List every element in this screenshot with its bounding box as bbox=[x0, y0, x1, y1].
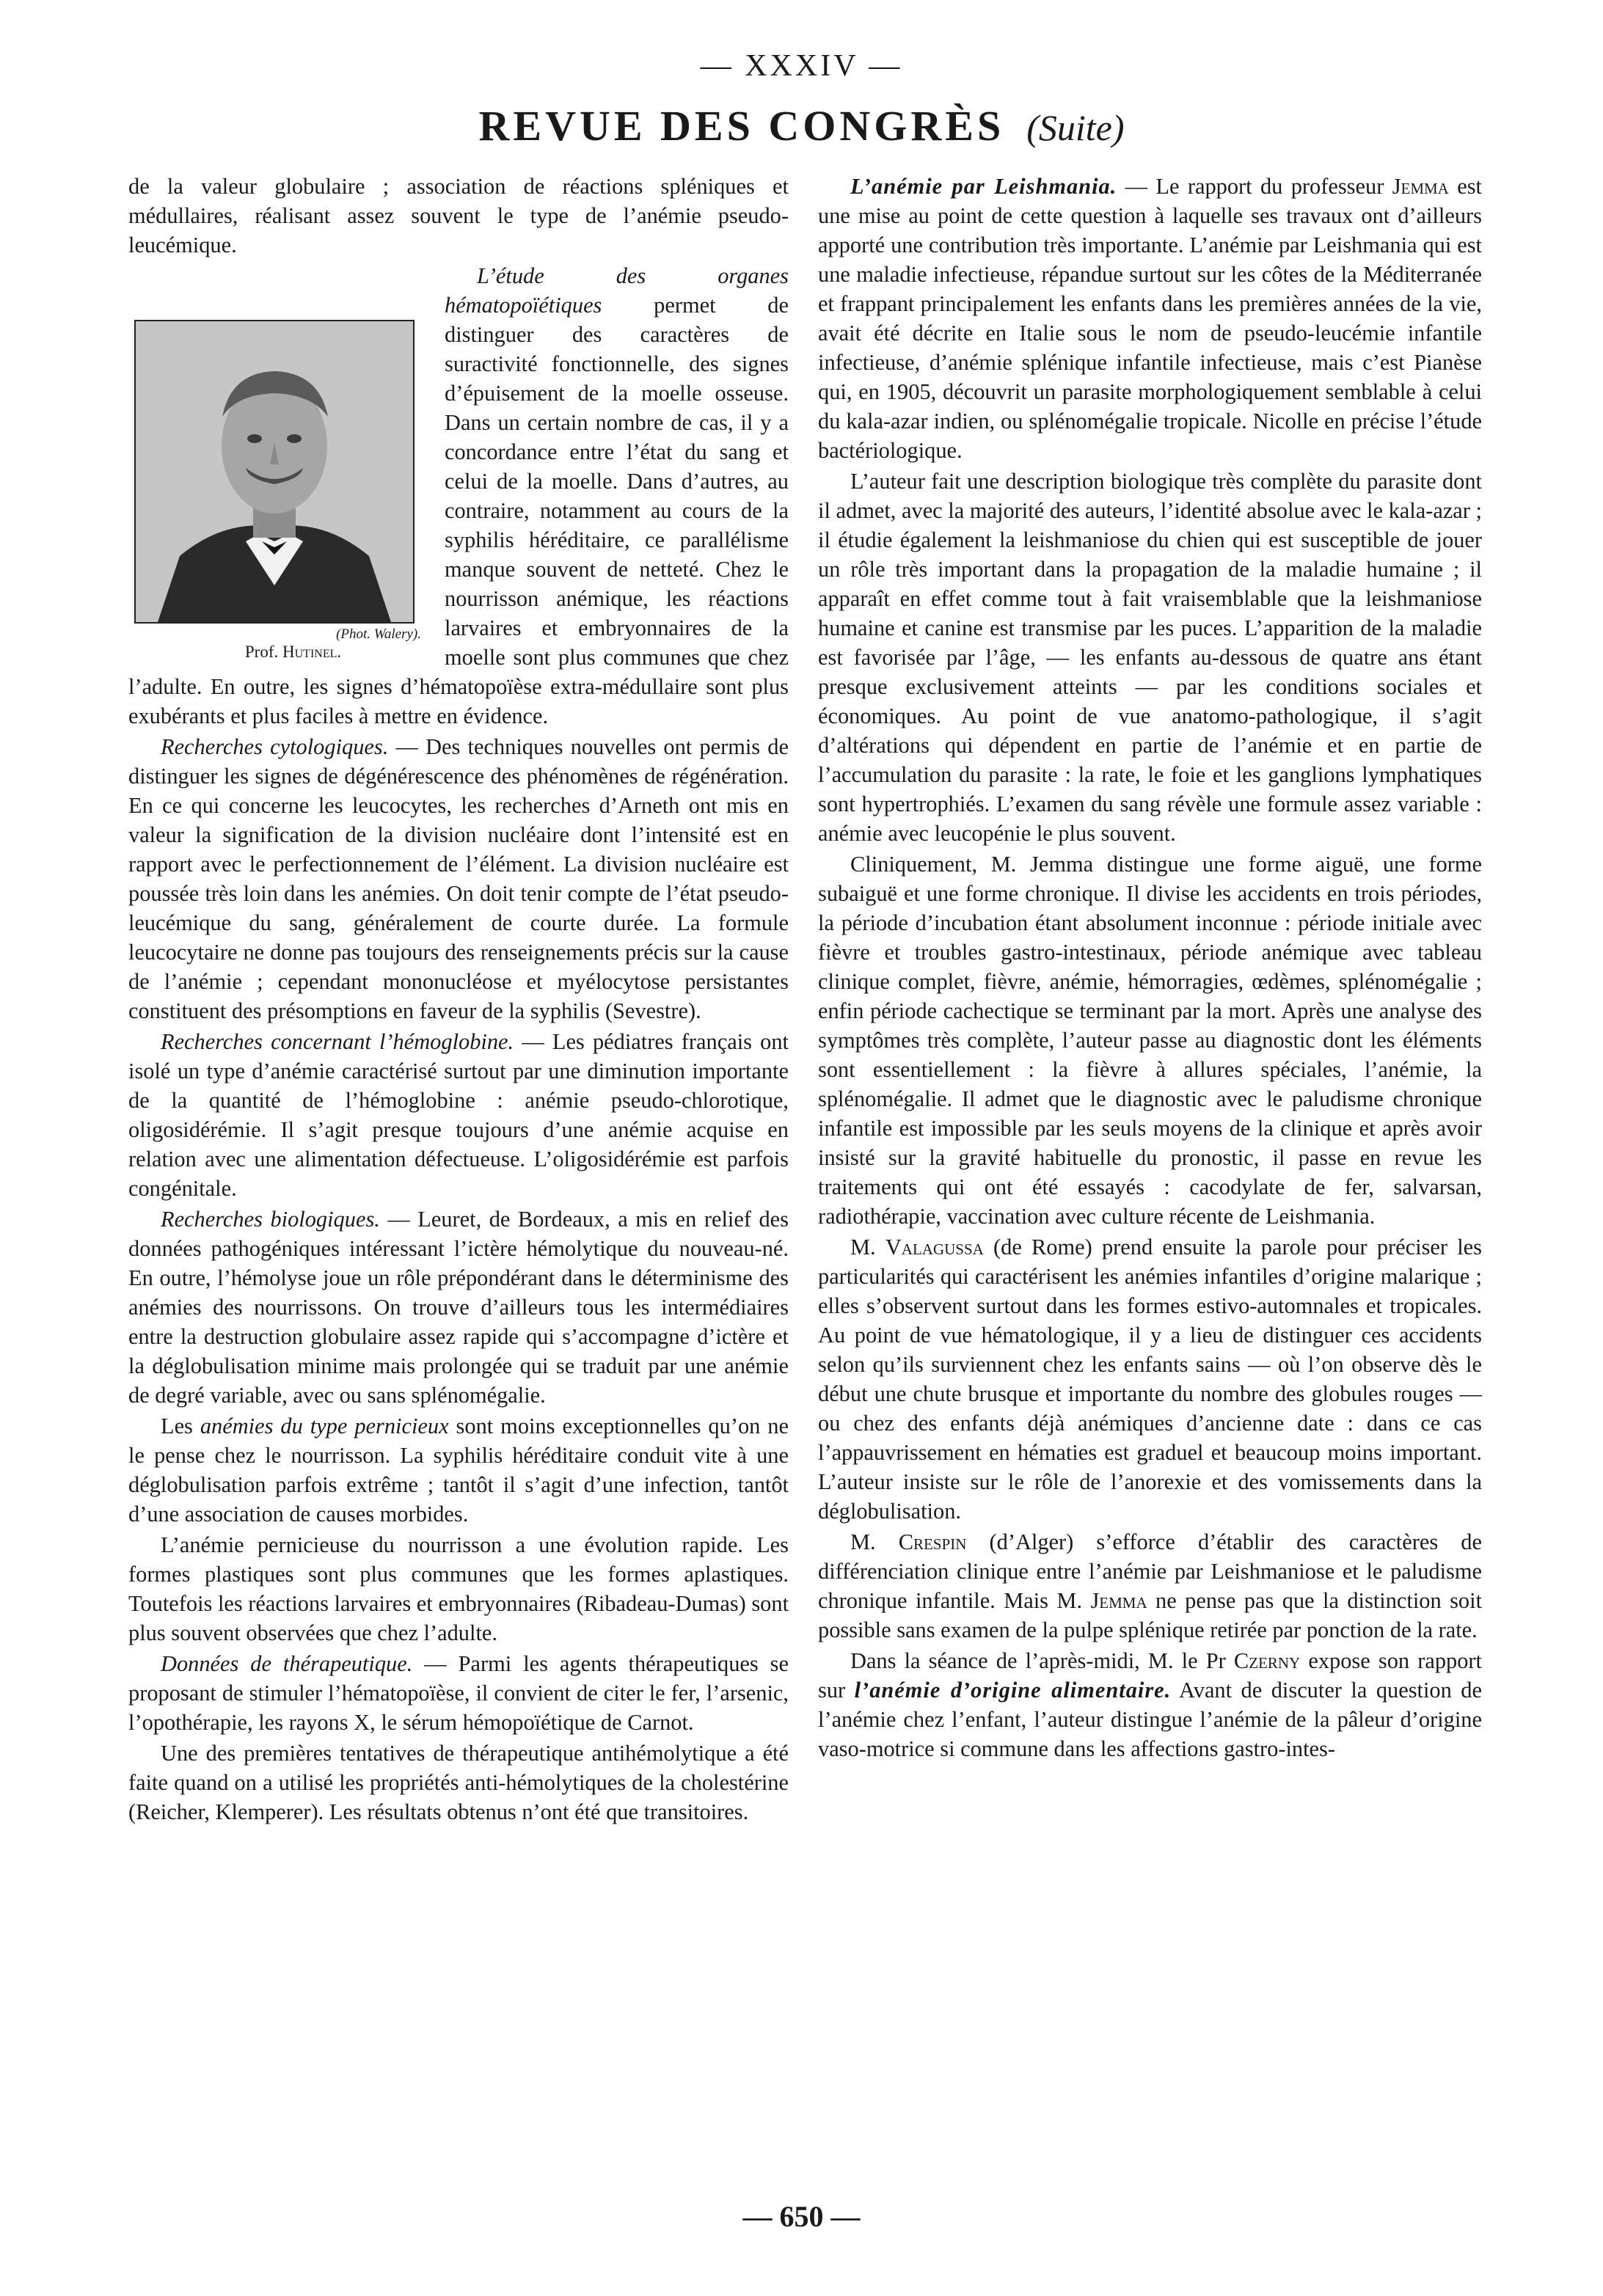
page-title bbox=[0, 101, 1603, 150]
section-heading: Recherches biologiques. bbox=[161, 1207, 380, 1232]
section-heading: anémies du type pernicieux bbox=[200, 1414, 449, 1438]
photo-credit: (Phot. Walery). bbox=[336, 626, 421, 642]
paragraph: L’auteur fait une description biologique très complète du parasite dont il admet, avec la majorité des auteurs, l’identité absolue avec le kala-azar ; il étudie également la leishmaniose du chien qui est susceptible de jouer un rôle très important dans la propagation de la maladie humaine ; il apparaît en effet comme tout à fait vraisemblable que la leishmaniose humaine et canine est transmise par les puces. L’apparition de la maladie est favorisée par l’âge, — les enfants au-dessous de quatre ans étant presque exclusivement atteints — par les conditions sociales et économiques. Au point de vue anatomo-pathologique, il s’agit d’altérations qui dépendent en partie de l’anémie et en partie de l’accumulation du parasite : la rate, le foie et les ganglions lymphatiques sont hypertrophiés. L’examen du sang révèle une formule assez variable : anémie avec leucopénie le plus souvent. bbox=[818, 469, 1482, 846]
right-column bbox=[818, 172, 1482, 1763]
paragraph: Recherches concernant l’hémoglobine. — Les pédiatres français ont isolé un type d’anémie caractérisé surtout par une diminution importante de la quantité de l’hémoglobine : anémie pseudo-chlorotique, oligosidérémie. Il s’agit presque toujours d’une anémie acquise en relation avec une alimentation défectueuse. L’oligosidérémie est parfois congénitale. bbox=[128, 1029, 789, 1201]
paragraph: Dans la séance de l’après-midi, M. le Pr Czerny expose son rapport sur l’anémie d’origine alimentaire. Avant de discuter la question de l’anémie chez l’enfant, l’auteur distingue l’anémie de la pâleur d’origine vaso-motrice si commune dans les affections gastro-intes- bbox=[818, 1648, 1482, 1761]
paragraph: M. Crespin (d’Alger) s’efforce d’établir des caractères de différenciation clinique entre l’anémie par Leishmaniose et le paludisme chronique infantile. Mais M. Jemma ne pense pas que la distinction soit possible sans examen de la pulpe splénique retirée par ponction de la rate. bbox=[818, 1529, 1483, 1642]
paragraph: Une des premières tentatives de thérapeutique antihémolytique a été faite quand on a utilisé les propriétés anti-hémolytiques de la cholestérine (Reicher, Klemperer). Les résultats obtenus n’ont été que transitoires. bbox=[128, 1741, 789, 1824]
page-number: — 650 — bbox=[742, 2200, 861, 2233]
page-number-roman: — XXXIV — bbox=[700, 49, 903, 83]
section-heading: Données de thérapeutique. bbox=[161, 1651, 413, 1676]
page-title-main: REVUE DES CONGRÈS bbox=[478, 102, 1005, 150]
section-heading: l’anémie d’origine alimentaire. bbox=[854, 1678, 1172, 1703]
paragraph: L’anémie pernicieuse du nourrisson a une évolution rapide. Les formes plastiques sont plus communes que les formes aplastiques. Toutefois les réactions larvaires et embryonnaires (Ribadeau-Dumas) sont plus souvent observées que chez l’adulte. bbox=[128, 1532, 789, 1645]
paragraph: Recherches biologiques. — Leuret, de Bordeaux, a mis en relief des données pathogéniques intéressant l’ictère hémolytique du nouveau-né. En outre, l’hémolyse joue un rôle prépondérant dans le déterminisme des anémies des nourrissons. On trouve d’ailleurs tous les intermédiaires entre la destruction globulaire assez rapide qui s’accompagne d’ictère et la déglobulisation minime mais prolongée qui se traduit par une anémie de degré variable, avec ou sans splénomégalie. bbox=[128, 1207, 789, 1408]
photo-caption: Prof. Hutinel. bbox=[244, 643, 342, 661]
section-heading: L’étude des organes hématopoïétiques bbox=[445, 263, 789, 318]
paragraph: de la valeur globulaire ; association de réactions spléniques et médullaires, réalisant assez souvent le type de l’anémie pseudo-leucémique. bbox=[128, 174, 789, 257]
portrait-photo bbox=[134, 320, 415, 624]
paragraph: Les anémies du type pernicieux sont moins exceptionnelles qu’on ne le pense chez le nourrisson. La syphilis héréditaire conduit vite à une déglobulisation parfois extrême ; tantôt il s’agit d’une infection, tantôt d’une association de causes morbides. bbox=[128, 1414, 789, 1527]
paragraph: Recherches cytologiques. — Des techniques nouvelles ont permis de distinguer les signes de dégénérescence des phénomènes de régénération. En ce qui concerne les leucocytes, les recherches d’Arneth ont mis en valeur la signification de la division nucléaire dont l’intensité est en rapport avec le perfectionnement de l’élément. La division nucléaire est poussée très loin dans les anémies. On doit tenir compte de l’état pseudo-leucémique du sang, généralement de courte durée. La formule leucocytaire ne donne pas toujours des renseignements précis sur la cause de l’anémie ; cependant mononucléose et myélocytose persistantes constituent des présomptions en faveur de la syphilis (Sevestre). bbox=[128, 734, 789, 1023]
section-heading: Recherches cytologiques. bbox=[161, 734, 389, 759]
section-heading: Recherches concernant l’hémoglobine. bbox=[161, 1029, 514, 1054]
paragraph: L’anémie par Leishmania. — Le rapport du professeur Jemma est une mise au point de cette question à laquelle ses travaux ont d’ailleurs apporté une contribution très importante. L’anémie par Leishmania qui est une maladie infectieuse, répandue surtout sur les côtes de la Méditerranée et frappant principalement les enfants dans les premières années de la vie, avait été décrite en Italie sous le nom de pseudo-leucémie infantile infectieuse, d’anémie splénique infantile infectieuse, mais c’est Pianèse qui, en 1905, découvrit un parasite morphologiquement semblable à celui du kala-azar indien, ou splénomégalie tropicale. Nicolle en précise l’étude bactériologique. bbox=[818, 174, 1482, 463]
left-column bbox=[128, 172, 789, 1827]
paragraph: Cliniquement, M. Jemma distingue une forme aiguë, une forme subaiguë et une forme chronique. Il divise les accidents en trois périodes, la période d’incubation étant absolument inconnue : période initiale avec fièvre et troubles gastro-intestinaux, période anémique avec tableau clinique complet, fièvre, anémie, hémorragies, œdèmes, splénomégalie ; enfin période cachectique se terminant par la mort. Après une analyse des symptômes très complète, l’auteur passe au diagnostic dont les éléments sont essentiellement : la fièvre à allures spéciales, l’anémie, la splénomégalie. Il admet que le diagnostic avec le paludisme chronique infantile est impossible par les seuls moyens de la clinique et après avoir insisté sur la gravité habituelle du pronostic, il passe en revue les traitements qui ont été essayés : cacodylate de fer, salvarsan, radiothérapie, vaccination avec culture récente de Leishmania. bbox=[818, 852, 1482, 1229]
portrait-figure bbox=[128, 320, 426, 662]
paragraph: M. Valagussa (de Rome) prend ensuite la parole pour préciser les particularités qui caractérisent les anémies infantiles d’origine malarique ; elles s’observent surtout dans les formes estivo-automnales et tropicales. Au point de vue hématologique, il y a lieu de distinguer ces accidents selon qu’ils surviennent chez les enfants sains — où l’on observe dès le début une chute brusque et importante du nombre des globules rouges — ou chez des enfants déjà anémiques d’ancienne date : dans ce cas l’appauvrissement en hématies est graduel et beaucoup moins important. L’auteur insiste sur le rôle de l’anorexie et des vomissements dans la déglobulisation. bbox=[818, 1235, 1483, 1524]
section-heading: L’anémie par Leishmania. bbox=[850, 174, 1117, 199]
paragraph: Données de thérapeutique. — Parmi les agents thérapeutiques se proposant de stimuler l’hématopoïèse, il convient de citer le fer, l’arsenic, l’opothérapie, les rayons X, le sérum hémopoïétique de Carnot. bbox=[128, 1651, 789, 1735]
paragraph: (Phot. Walery). Prof. Hutinel. L’étude des organes hématopoïétiques permet de distinguer des caractères de suractivité fonctionnelle, des signes d’épuisement de la moelle osseuse. Dans un certain nombre de cas, il y a concordance entre l’état du sang et celui de la moelle. Dans d’autres, au contraire, notamment au cours de la syphilis héréditaire, ce parallélisme manque souvent de netteté. Chez le nourrisson anémique, les réactions larvaires et embryonnaires de la moelle sont plus communes que chez l’adulte. En outre, les signes d’hématopoïèse extra-médullaire sont plus exubérants et plus faciles à mettre en évidence. bbox=[128, 263, 789, 728]
page-title-suffix: (Suite) bbox=[1026, 107, 1125, 148]
